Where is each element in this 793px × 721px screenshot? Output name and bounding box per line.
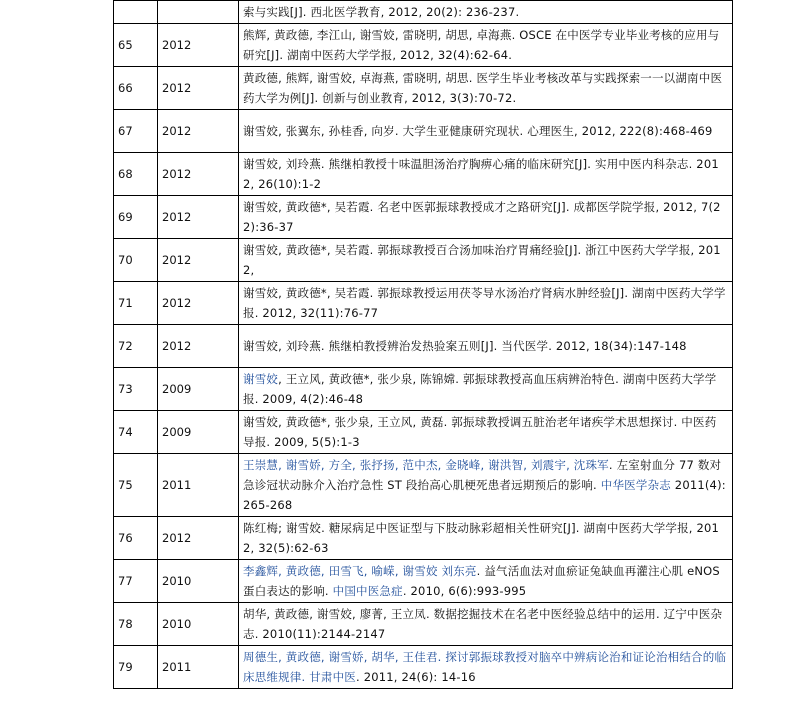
row-number: 73 <box>114 368 158 411</box>
reference-text: . 2011, 24(6): 14-16 <box>356 670 476 684</box>
table-row <box>114 454 733 517</box>
table-row <box>114 560 733 603</box>
row-reference <box>239 560 733 603</box>
table-row <box>114 67 733 110</box>
row-reference <box>239 454 733 517</box>
row-year: 2012 <box>158 239 239 282</box>
authors-link[interactable]: 李鑫辉, 黄政德, 田雪飞, 喻嵘, 谢雪姣 刘东亮 <box>243 564 477 578</box>
table-row <box>114 646 733 689</box>
row-year: 2011 <box>158 454 239 517</box>
row-number: 74 <box>114 411 158 454</box>
row-number: 77 <box>114 560 158 603</box>
row-reference: 黄政德, 熊辉, 谢雪姣, 卓海燕, 雷晓明, 胡思. 医学生毕业考核改革与实践探索一一以湖南中医药大学为例[J]. 创新与创业教育, 2012, 3(3):70-72. <box>239 67 733 110</box>
row-year: 2009 <box>158 411 239 454</box>
reference-text: , 王立风, 黄政德*, 张少泉, 陈锦嫦. 郭振球教授高血压病辨治特色. 湖南中医药大学学报. 2009, 4(2):46-48 <box>243 372 717 406</box>
row-reference: 陈红梅; 谢雪姣. 糖尿病足中医证型与下肢动脉彩超相关性研究[J]. 湖南中医药大学学报, 2012, 32(5):62-63 <box>239 517 733 560</box>
authors-link[interactable]: 周德生, 黄政德, 谢雪娇, 胡华, 王佳君. 探讨郭振球教授对脑卒中辨病论治和证论治相结合的临床思维规律. 甘肃中医 <box>243 650 727 684</box>
row-number: 70 <box>114 239 158 282</box>
row-year: 2012 <box>158 282 239 325</box>
row-reference: 谢雪姣, 黄政德*, 吴若霞. 郭振球教授运用茯苓导水汤治疗肾病水肿经验[J]. 湖南中医药大学学报. 2012, 32(11):76-77 <box>239 282 733 325</box>
table-row <box>114 1 733 24</box>
row-number: 66 <box>114 67 158 110</box>
row-reference: 谢雪姣, 黄政德*, 吴若霞. 名老中医郭振球教授成才之路研究[J]. 成都医学院学报, 2012, 7(22):36-37 <box>239 196 733 239</box>
table-row <box>114 368 733 411</box>
row-number: 76 <box>114 517 158 560</box>
table-row <box>114 603 733 646</box>
row-number: 71 <box>114 282 158 325</box>
table-row <box>114 153 733 196</box>
table-row <box>114 24 733 67</box>
table-row <box>114 411 733 454</box>
table-row <box>114 239 733 282</box>
row-year <box>158 1 239 24</box>
row-number: 79 <box>114 646 158 689</box>
row-year: 2012 <box>158 67 239 110</box>
table-row <box>114 325 733 368</box>
row-year: 2010 <box>158 560 239 603</box>
author-highlight: 谢雪姣 <box>243 372 279 386</box>
row-reference: 胡华, 黄政德, 谢雪姣, 廖菁, 王立凤. 数据挖掘技术在名老中医经验总结中的运用. 辽宁中医杂志. 2010(11):2144-2147 <box>239 603 733 646</box>
authors-link[interactable]: 王崇慧, 谢雪娇, 方全, 张抒扬, 范中杰, 金晓峰, 谢洪智, 刘震宇, 沈珠军 <box>243 458 609 472</box>
row-reference: 谢雪姣, 刘玲燕. 熊继柏教授辨治发热验案五则[J]. 当代医学. 2012, 18(34):147-148 <box>239 325 733 368</box>
table-row <box>114 196 733 239</box>
table-row <box>114 282 733 325</box>
reference-text: . 2010, 6(6):993-995 <box>402 584 527 598</box>
row-reference <box>239 368 733 411</box>
row-year: 2012 <box>158 153 239 196</box>
row-year: 2009 <box>158 368 239 411</box>
row-reference: 熊辉, 黄政德, 李江山, 谢雪姣, 雷晓明, 胡思, 卓海燕. OSCE 在中医学专业毕业考核的应用与研究[J]. 湖南中医药大学学报, 2012, 32(4):62-64. <box>239 24 733 67</box>
publications-table <box>113 0 733 689</box>
journal-link[interactable]: 中华医学杂志 <box>600 478 671 492</box>
row-number: 68 <box>114 153 158 196</box>
reference-text: . 左室射血分 77 数对急诊冠状动脉介入治疗急性 ST 段抬高心肌梗死患者远期预后的影响. <box>243 458 722 492</box>
row-year: 2012 <box>158 24 239 67</box>
row-year: 2012 <box>158 110 239 153</box>
row-reference: 谢雪姣, 张翼东, 孙桂香, 向岁. 大学生亚健康研究现状. 心理医生, 2012, 222(8):468-469 <box>239 110 733 153</box>
row-reference: 谢雪姣, 黄政德*, 吴若霞. 郭振球教授百合汤加味治疗胃痛经验[J]. 浙江中医药大学学报, 2012, <box>239 239 733 282</box>
reference-text: . 益气活血法对血瘀证兔缺血再灌注心肌 eNOS 蛋白表达的影响. <box>243 564 720 598</box>
table-row <box>114 110 733 153</box>
table-row <box>114 517 733 560</box>
row-number: 69 <box>114 196 158 239</box>
row-year: 2010 <box>158 603 239 646</box>
row-number: 72 <box>114 325 158 368</box>
row-year: 2012 <box>158 325 239 368</box>
row-year: 2012 <box>158 517 239 560</box>
row-number: 75 <box>114 454 158 517</box>
row-reference: 谢雪姣, 刘玲燕. 熊继柏教授十味温胆汤治疗胸痹心痛的临床研究[J]. 实用中医内科杂志. 2012, 26(10):1-2 <box>239 153 733 196</box>
row-year: 2011 <box>158 646 239 689</box>
row-number <box>114 1 158 24</box>
journal-link[interactable]: 中国中医急症 <box>332 584 403 598</box>
reference-text: 2011(4): 265-268 <box>243 478 726 512</box>
row-number: 65 <box>114 24 158 67</box>
row-reference <box>239 646 733 689</box>
row-number: 78 <box>114 603 158 646</box>
row-year: 2012 <box>158 196 239 239</box>
row-reference: 谢雪姣, 黄政德*, 张少泉, 王立风, 黄磊. 郭振球教授调五脏治老年诸疾学术思想探讨. 中医药导报. 2009, 5(5):1-3 <box>239 411 733 454</box>
row-number: 67 <box>114 110 158 153</box>
row-reference: 索与实践[J]. 西北医学教育, 2012, 20(2): 236-237. <box>239 1 733 24</box>
